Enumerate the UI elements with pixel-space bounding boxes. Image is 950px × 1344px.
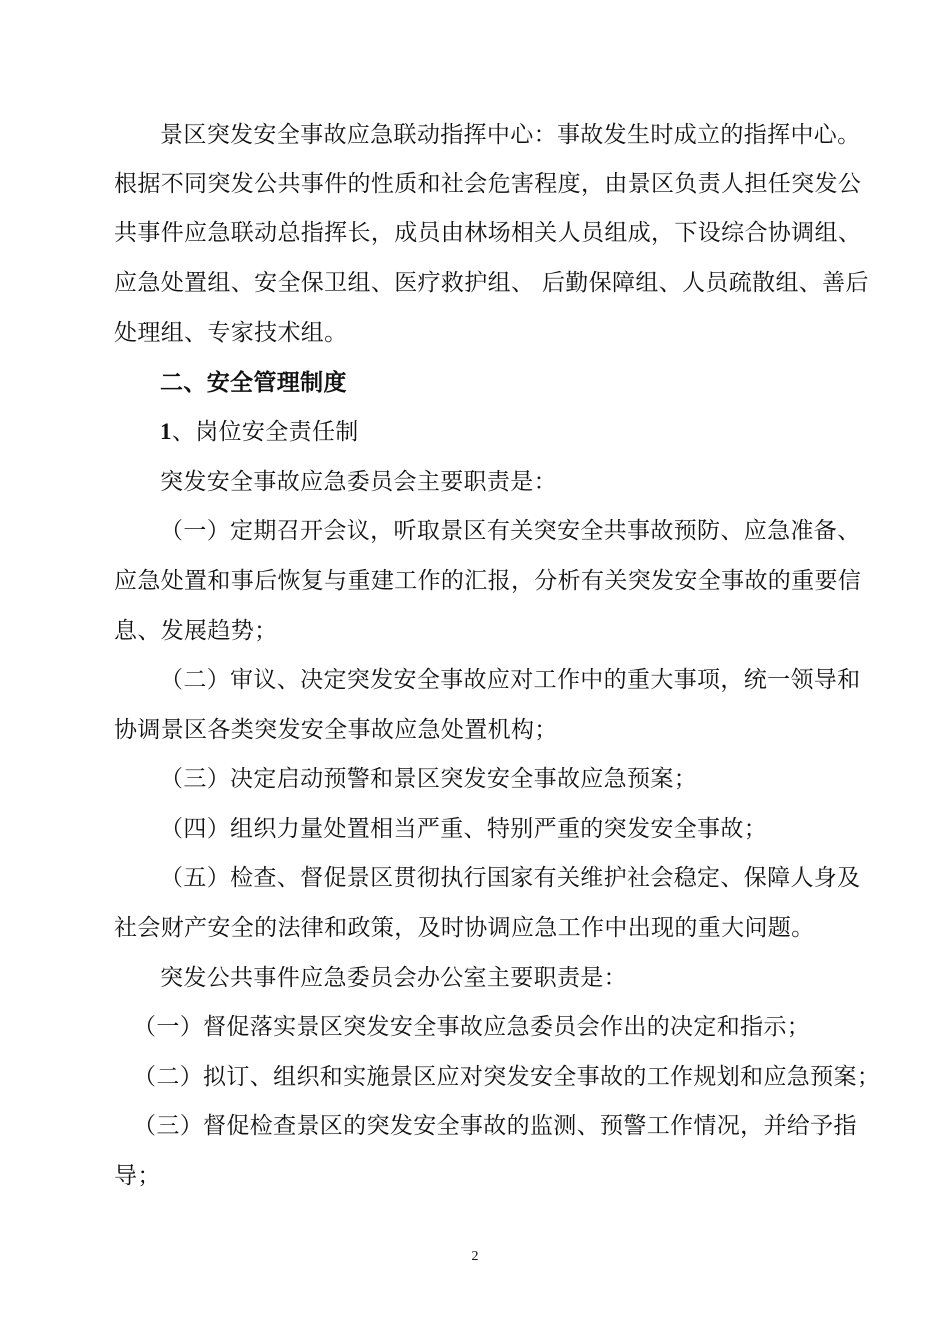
- paragraph-line: 突发安全事故应急委员会主要职责是：: [160, 469, 557, 495]
- list-item-line: （五）检查、督促景区贯彻执行国家有关维护社会稳定、保障人身及: [160, 865, 861, 891]
- list-item-line: （二）拟订、组织和实施景区应对突发安全事故的工作规划和应急预案；: [133, 1064, 881, 1090]
- list-item-line: （四）组织力量处置相当严重、特别严重的突发安全事故；: [160, 816, 768, 842]
- list-item-line: 协调景区各类突发安全事故应急处置机构；: [114, 717, 558, 743]
- list-item-line: 社会财产安全的法律和政策，及时协调应急工作中出现的重大问题。: [114, 915, 815, 941]
- paragraph-line: 处理组、专家技术组。: [114, 320, 348, 346]
- list-item-line: （三）督促检查景区的突发安全事故的监测、预警工作情况，并给予指: [133, 1113, 857, 1139]
- list-item-line: 息、发展趋势；: [114, 618, 278, 644]
- list-item-line: 应急处置和事后恢复与重建工作的汇报，分析有关突发安全事故的重要信: [114, 568, 862, 594]
- list-item-line: （三）决定启动预警和景区突发安全事故应急预案；: [160, 766, 698, 792]
- paragraph-line: 共事件应急联动总指挥长，成员由林场相关人员组成，下设综合协调组、: [114, 220, 862, 246]
- section-heading: 二、安全管理制度: [160, 369, 347, 396]
- paragraph-line: 景区突发安全事故应急联动指挥中心：事故发生时成立的指挥中心。: [160, 122, 861, 148]
- subsection-title: 、岗位安全责任制: [171, 419, 359, 445]
- list-item-line: （一）定期召开会议，听取景区有关突安全共事故预防、应急准备、: [160, 518, 861, 544]
- paragraph-line: 根据不同突发公共事件的性质和社会危害程度，由景区负责人担任突发公: [114, 171, 862, 197]
- paragraph-line: 突发公共事件应急委员会办公室主要职责是：: [160, 965, 627, 991]
- subsection-heading: [160, 417, 844, 447]
- list-item-line: （一）督促落实景区突发安全事故应急委员会作出的决定和指示；: [133, 1014, 811, 1040]
- subsection-number: 1: [160, 419, 172, 444]
- paragraph-line: 应急处置组、安全保卫组、医疗救护组、 后勤保障组、人员疏散组、善后: [114, 270, 869, 296]
- list-item-line: 导；: [114, 1163, 161, 1189]
- list-item-line: （二）审议、决定突发安全事故应对工作中的重大事项，统一领导和: [160, 667, 861, 693]
- page-number: 2: [471, 1249, 479, 1264]
